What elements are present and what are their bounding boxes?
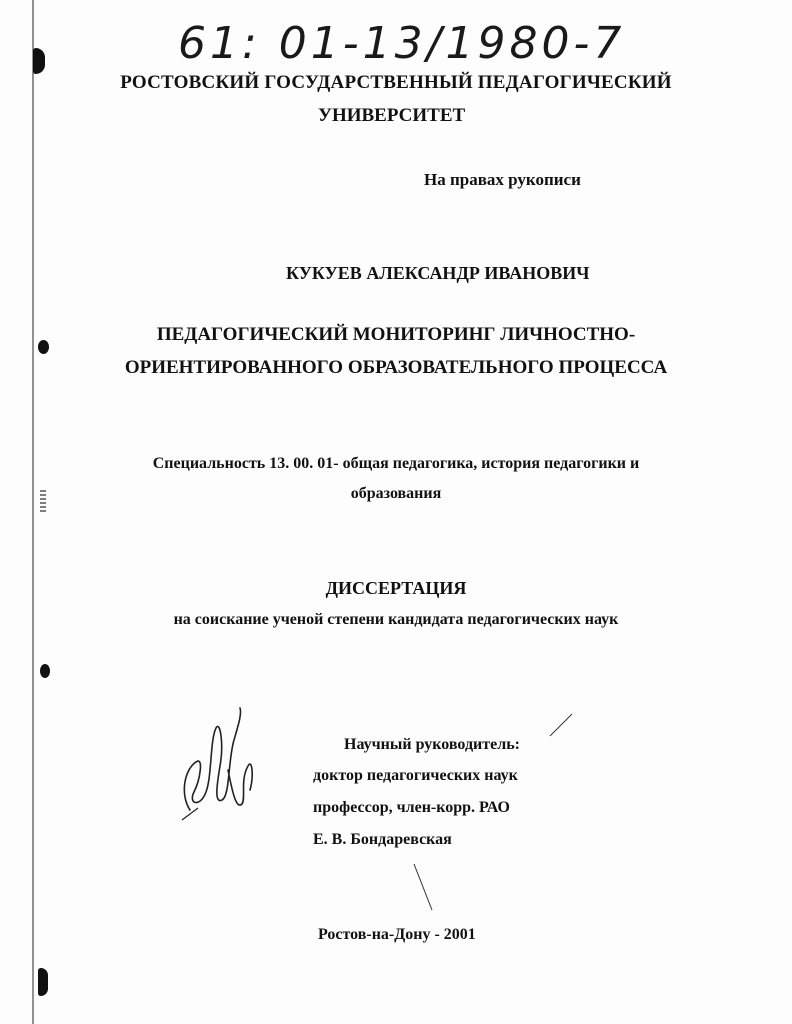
signature-drawing <box>170 700 260 830</box>
supervisor-title: профессор, член-корр. РАО <box>313 799 510 816</box>
city-year: Ростов-на-Дону - 2001 <box>318 926 476 943</box>
pen-stroke-mark <box>412 862 434 912</box>
supervisor-degree: доктор педагогических наук <box>313 767 518 784</box>
university-name-line1: РОСТОВСКИЙ ГОСУДАРСТВЕННЫЙ ПЕДАГОГИЧЕСКИЙ <box>120 72 672 93</box>
document-type: ДИССЕРТАЦИЯ <box>325 578 467 598</box>
specialty-line2: образования <box>350 485 442 502</box>
punch-hole <box>38 968 48 996</box>
pen-stroke-mark <box>548 712 574 738</box>
specialty-line1: Специальность 13. 00. 01- общая педагогика, история педагогики и <box>152 455 640 472</box>
degree-note: на соискание ученой степени кандидата педагогических наук <box>173 611 619 628</box>
punch-hole <box>40 664 50 678</box>
supervisor-name: Е. В. Бондаревская <box>313 831 452 848</box>
archive-number <box>178 12 626 72</box>
archive-number-handwriting <box>178 12 626 72</box>
punch-hole <box>33 48 45 74</box>
archive-number-text: 61: 01-13/1980-7 <box>178 18 626 69</box>
author-signature <box>170 700 260 830</box>
rights-note: На правах рукописи <box>424 170 581 189</box>
thesis-title-line1: ПЕДАГОГИЧЕСКИЙ МОНИТОРИНГ ЛИЧНОСТНО- <box>156 324 636 345</box>
binding-edge <box>0 0 60 1024</box>
thesis-title-line2: ОРИЕНТИРОВАННОГО ОБРАЗОВАТЕЛЬНОГО ПРОЦЕССА <box>124 357 668 378</box>
binding-line <box>32 0 34 1024</box>
author-name: КУКУЕВ АЛЕКСАНДР ИВАНОВИЧ <box>286 263 590 283</box>
university-name-line2: УНИВЕРСИТЕТ <box>318 105 466 126</box>
supervisor-label: Научный руководитель: <box>344 736 520 753</box>
